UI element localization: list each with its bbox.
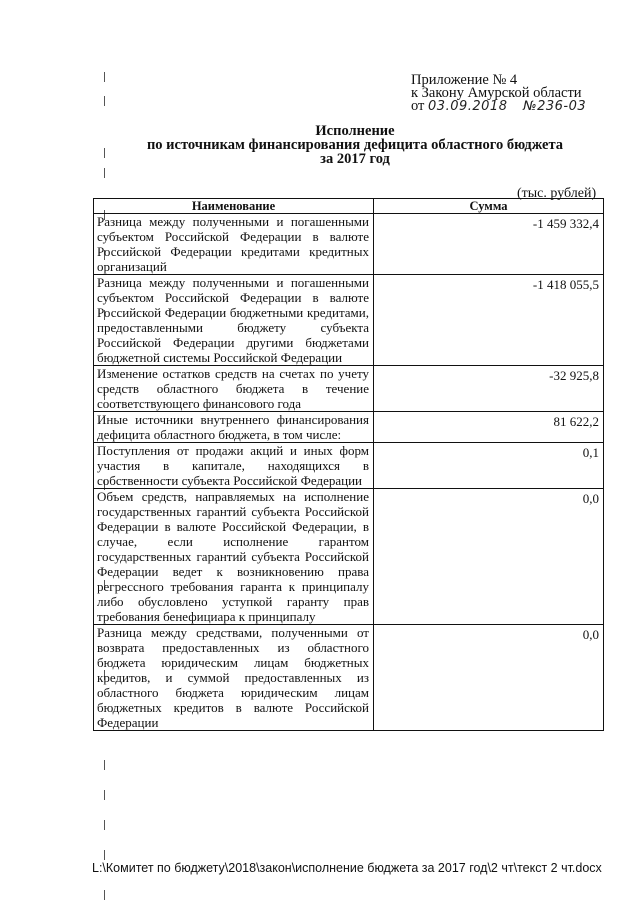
row-name: Объем средств, направляемых на исполнение государственных гарантий субъекта Российской Федерации в валюте Российской Федерации, в случае, если исполнение гарантом государственных гарантий субъекта Российской Федерации ведет к возникновению права регрессного требования гаранта к принципалу либо обусловлено уступкой гаранту прав требования бенефициара к принципалу [94,489,374,625]
table-row [94,412,604,443]
title-line-3: за 2017 год [320,151,390,167]
table-row [94,214,604,275]
row-amount: -1 418 055,5 [374,275,604,366]
row-name: Разница между средствами, полученными от возврата предоставленных из областного бюджета юридическим лицам бюджетных кредитов, и суммой предоставленных из областного бюджета юридическим лицам бюджетных кредитов в валюте Российской Федерации [94,625,374,731]
appendix-date-prefix: от [411,98,425,114]
appendix-date-line [411,100,586,113]
table-row [94,366,604,412]
header-amount: Сумма [374,199,604,214]
row-amount: 0,0 [374,489,604,625]
appendix-law: к Закону Амурской области [411,85,582,101]
title-line-2: по источникам финансирования дефицита областного бюджета [146,137,564,153]
handwritten-number: №236-03 [523,99,587,114]
row-name: Разница между полученными и погашенными субъектом Российской Федерации в валюте Российской Федерации кредитами кредитных организаций [94,214,374,275]
row-name: Изменение остатков средств на счетах по учету средств областного бюджета в течение соответствующего финансового года [94,366,374,412]
table-row [94,625,604,731]
table-row [94,443,604,489]
row-amount: 0,1 [374,443,604,489]
document-title [120,124,590,166]
title-line-1: Исполнение [315,123,395,139]
row-amount: 0,0 [374,625,604,731]
row-name: Разница между полученными и погашенными субъектом Российской Федерации в валюте Российской Федерации бюджетными кредитами, предоставленными бюджету субъекта Российской Федерации другими бюджетами бюджетной системы Российской Федерации [94,275,374,366]
row-amount: -1 459 332,4 [374,214,604,275]
table-header-row [94,199,604,214]
sources-table [93,198,604,731]
appendix-number: Приложение № 4 [411,72,518,88]
appendix-header [411,74,586,113]
units-label: (тыс. рублей) [517,186,597,201]
row-name: Иные источники внутреннего финансирования дефицита областного бюджета, в том числе: [94,412,374,443]
table-row [94,489,604,625]
handwritten-date: 03.09.2018 [428,99,508,114]
table-row [94,275,604,366]
row-amount: -32 925,8 [374,366,604,412]
file-path-footer: L:\Комитет по бюджету\2018\закон\исполнение бюджета за 2017 год\2 чт\текст 2 чт.docx [92,861,602,875]
row-name: Поступления от продажи акций и иных форм участия в капитале, находящихся в собственности субъекта Российской Федерации [94,443,374,489]
row-amount: 81 622,2 [374,412,604,443]
header-name: Наименование [94,199,374,214]
